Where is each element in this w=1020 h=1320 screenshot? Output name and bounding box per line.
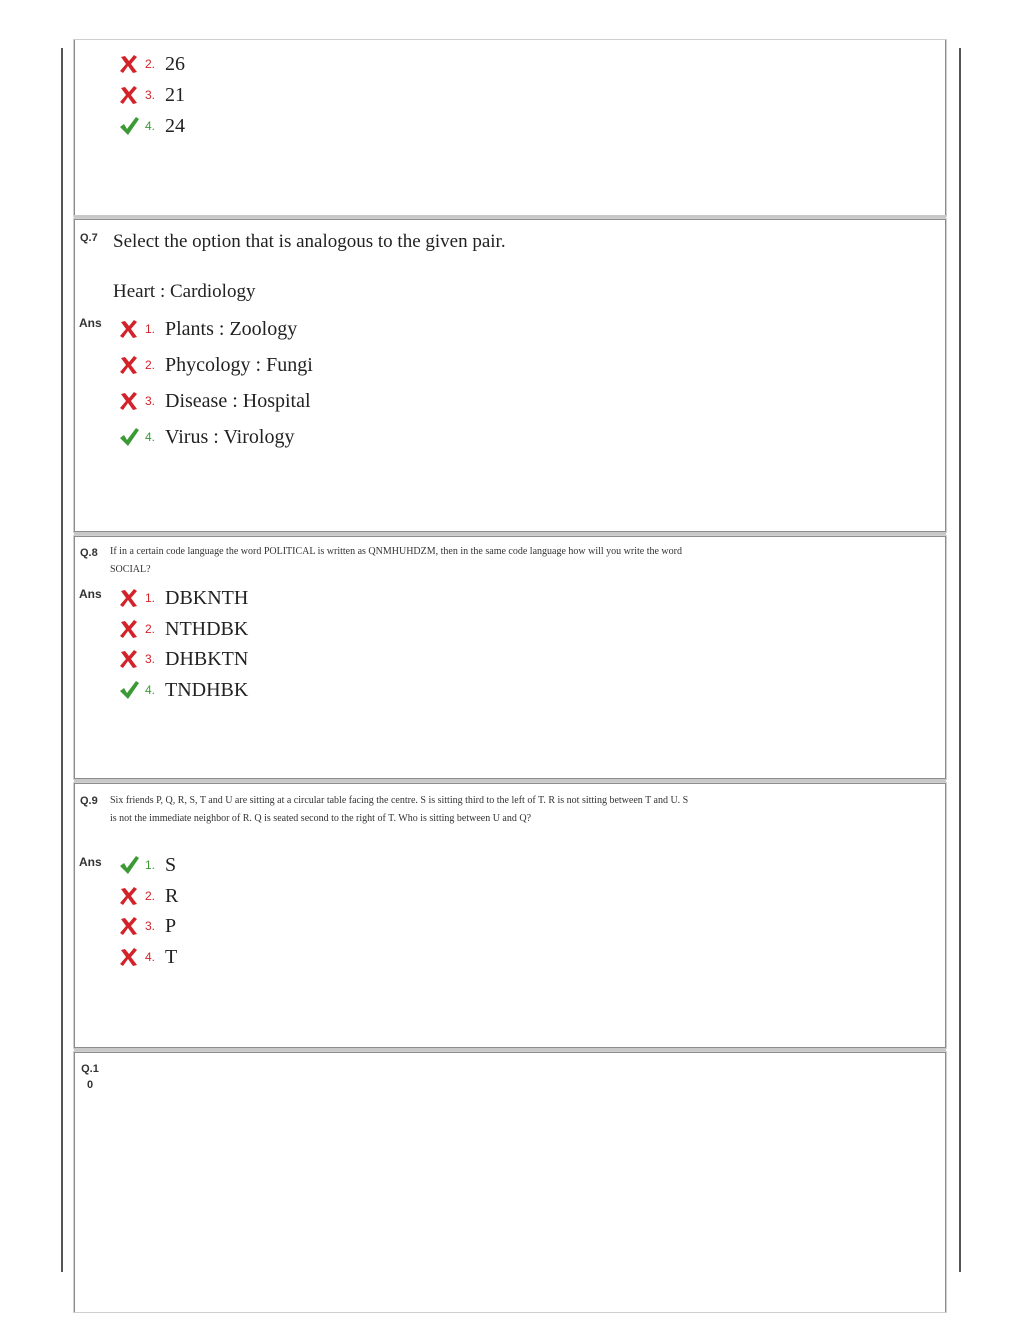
- option-text: 21: [165, 83, 185, 106]
- answer-label: Ans: [79, 855, 102, 869]
- option-text: P: [165, 914, 177, 937]
- wrong-cross-icon: [118, 318, 140, 340]
- answer-label: Ans: [79, 316, 102, 330]
- wrong-cross-icon: [118, 618, 140, 640]
- option-text: Plants : Zoology: [165, 317, 298, 340]
- option-row: 4. 24: [118, 114, 185, 138]
- wrong-cross-icon: [118, 648, 140, 670]
- question-number: Q.9: [80, 795, 98, 807]
- wrong-cross-icon: [118, 84, 140, 106]
- page-border-right: [959, 48, 961, 1272]
- option-row: 3. P: [118, 914, 176, 938]
- option-row: 1. Plants : Zoology: [118, 317, 297, 341]
- wrong-cross-icon: [118, 390, 140, 412]
- correct-check-icon: [118, 426, 140, 448]
- question-pair: Heart : Cardiology: [113, 281, 256, 302]
- option-row: 1. DBKNTH: [118, 586, 248, 610]
- option-text: DHBKTN: [165, 647, 249, 670]
- question-text: Six friends P, Q, R, S, T and U are sitting at a circular table facing the centre. S is sitting third to the left of T. R is not sitting between T and U. S is not the immediate neighbor of R. Q is seated second to the right of T. Who is sitting between U and Q?: [110, 795, 689, 824]
- option-text: S: [165, 853, 177, 876]
- correct-check-icon: [118, 679, 140, 701]
- option-row: 4. Virus : Virology: [118, 425, 294, 449]
- option-text: NTHDBK: [165, 617, 249, 640]
- option-text: DBKNTH: [165, 586, 249, 609]
- option-row: 3. DHBKTN: [118, 647, 248, 671]
- wrong-cross-icon: [118, 53, 140, 75]
- option-text: R: [165, 884, 179, 907]
- option-row: 4. TNDHBK: [118, 678, 248, 702]
- option-row: 2. 26: [118, 52, 185, 76]
- option-row: 3. 21: [118, 83, 185, 107]
- correct-check-icon: [118, 115, 140, 137]
- question-number: Q.1 0: [81, 1063, 99, 1091]
- option-row: 4. T: [118, 945, 177, 969]
- option-row: 1. S: [118, 853, 176, 877]
- option-text: Disease : Hospital: [165, 389, 311, 412]
- prev-question-box: [74, 40, 946, 216]
- wrong-cross-icon: [118, 587, 140, 609]
- question-number: Q.8: [80, 547, 98, 559]
- question-text: If in a certain code language the word POLITICAL is written as QNMHUHDZM, then in the same code language how will you write the word SOCIAL?: [110, 546, 682, 575]
- option-row: 2. Phycology : Fungi: [118, 353, 313, 377]
- answer-label: Ans: [79, 587, 102, 601]
- option-row: 2. R: [118, 884, 178, 908]
- option-text: 24: [165, 114, 185, 137]
- wrong-cross-icon: [118, 946, 140, 968]
- option-text: T: [165, 945, 178, 968]
- question-10-box: [74, 1052, 946, 1312]
- option-row: 2. NTHDBK: [118, 617, 248, 641]
- question-text: Select the option that is analogous to the given pair.: [113, 231, 506, 252]
- wrong-cross-icon: [118, 915, 140, 937]
- wrong-cross-icon: [118, 885, 140, 907]
- page-border-left: [61, 48, 63, 1272]
- wrong-cross-icon: [118, 354, 140, 376]
- option-text: TNDHBK: [165, 678, 249, 701]
- correct-check-icon: [118, 854, 140, 876]
- option-row: 3. Disease : Hospital: [118, 389, 311, 413]
- option-text: Phycology : Fungi: [165, 353, 313, 376]
- question-number: Q.7: [80, 232, 98, 244]
- option-text: 26: [165, 52, 185, 75]
- option-text: Virus : Virology: [165, 425, 295, 448]
